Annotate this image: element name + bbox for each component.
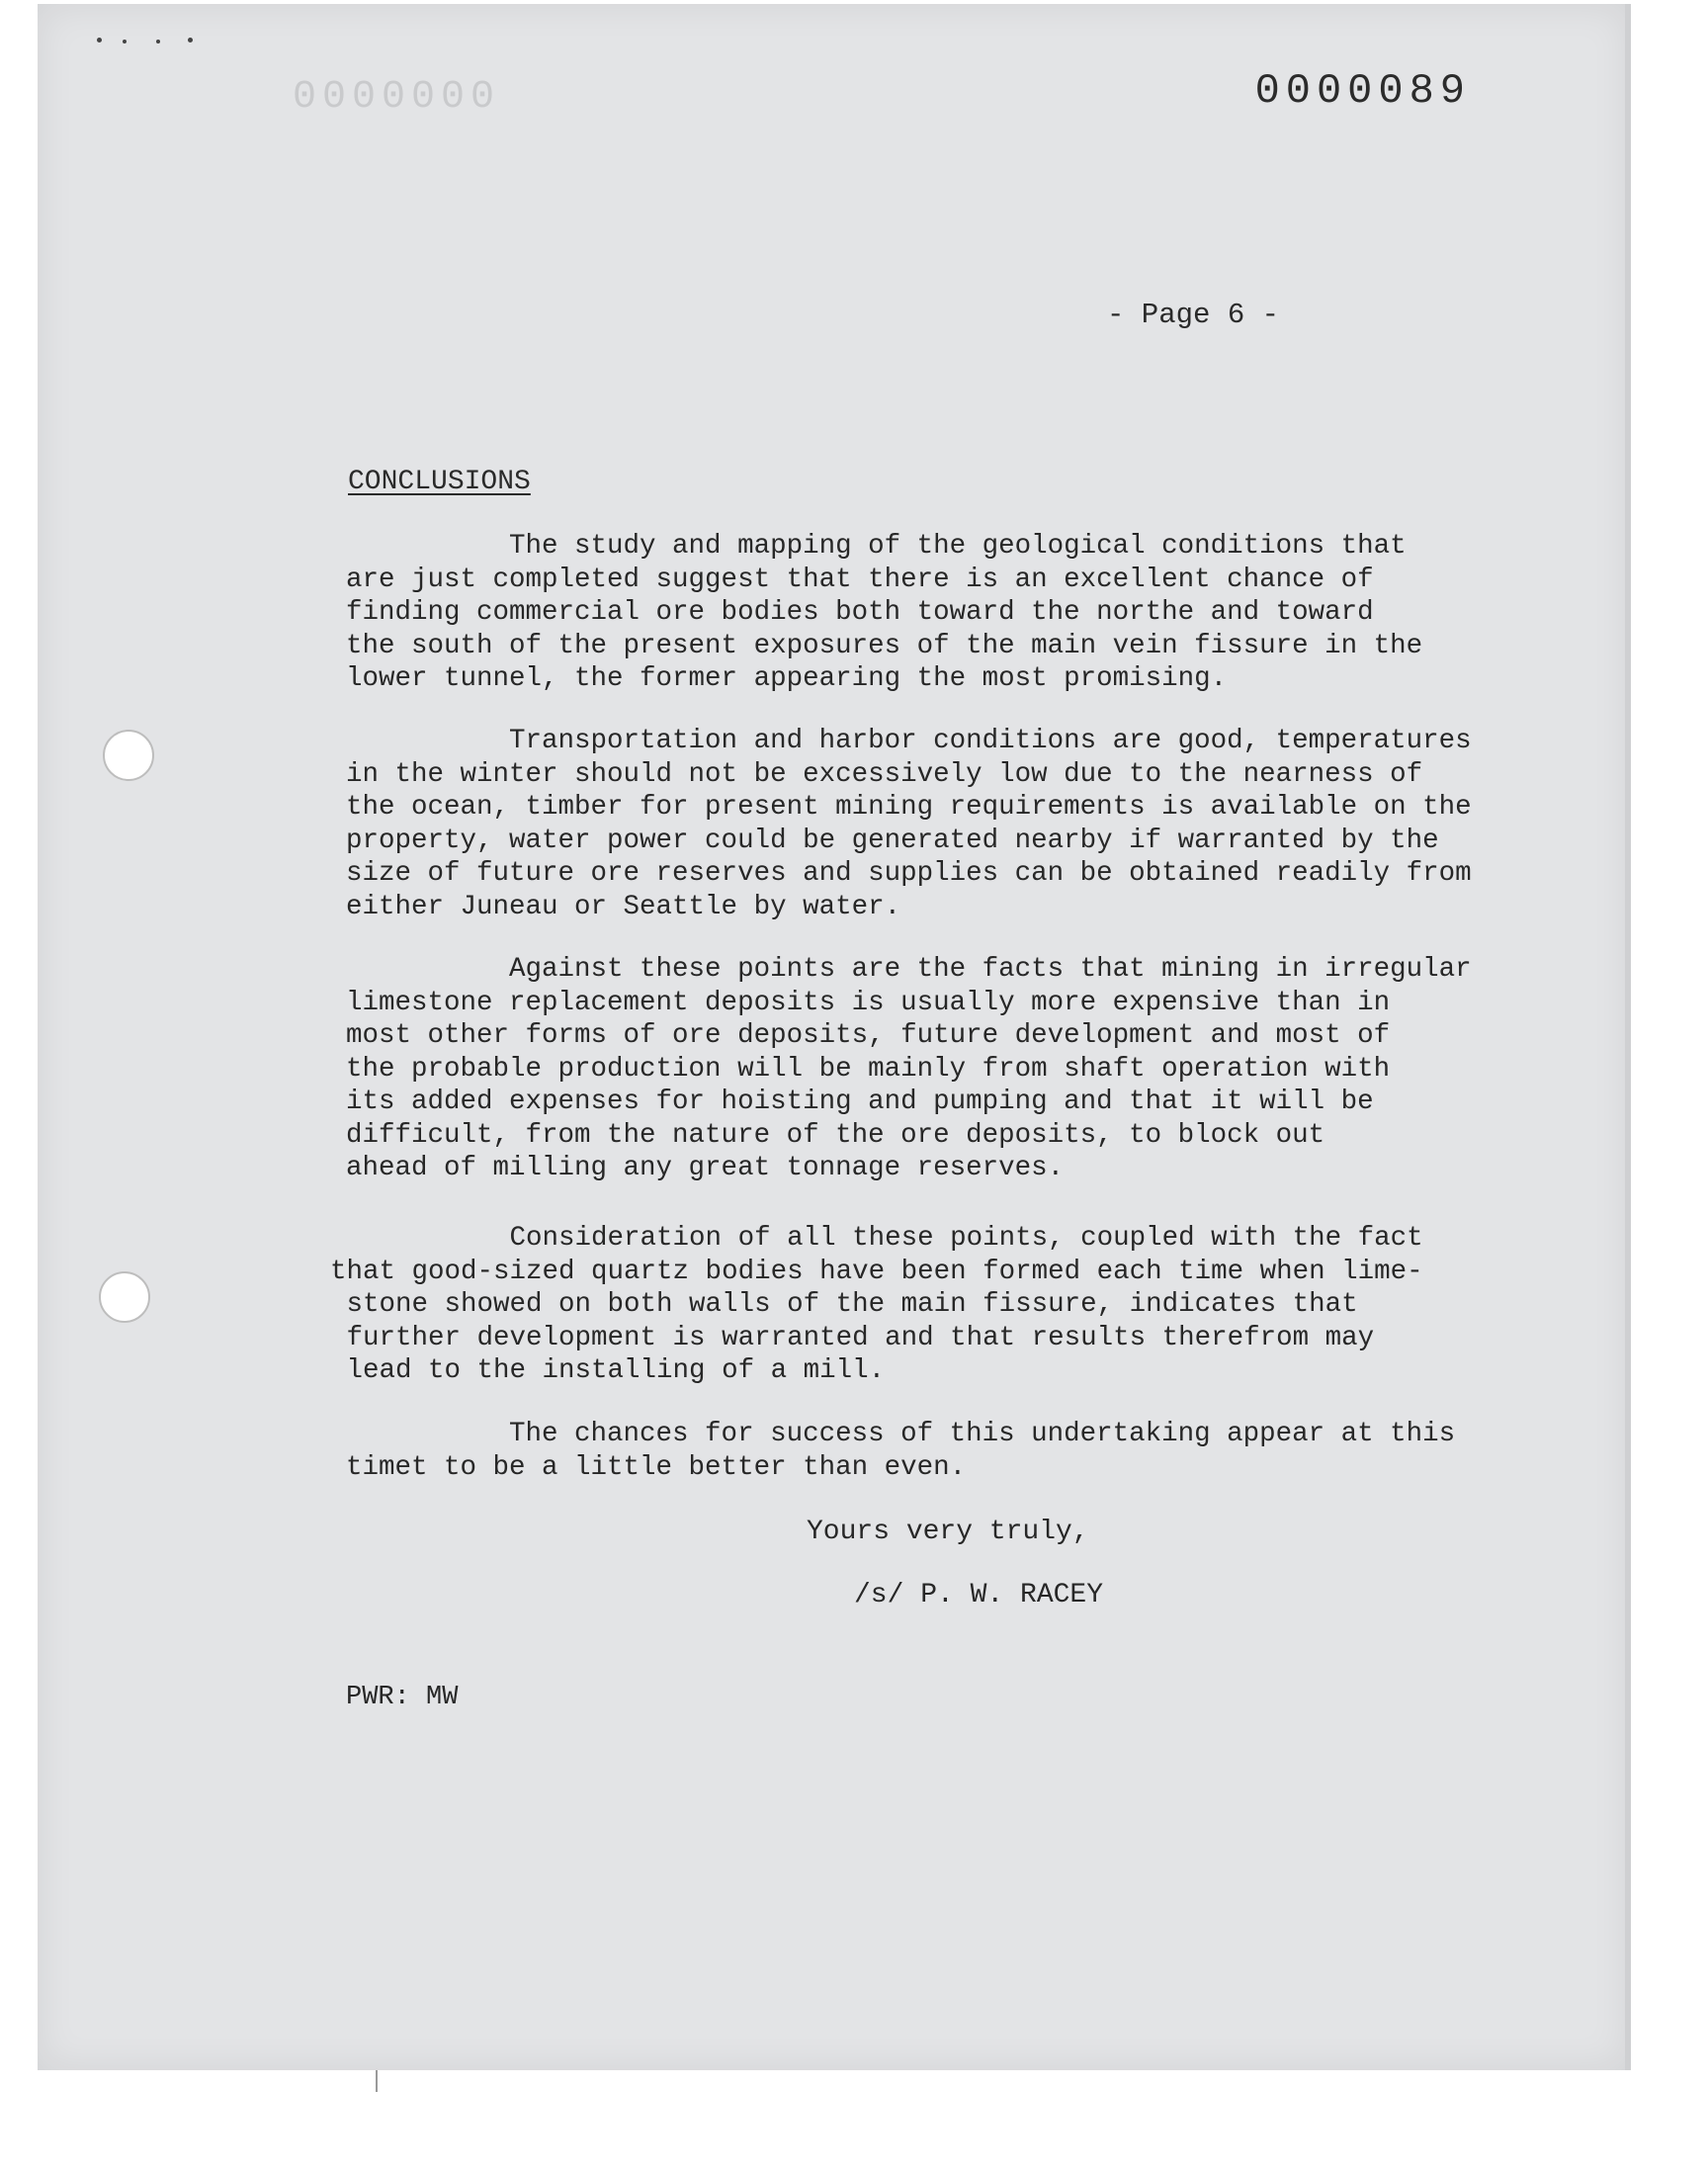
page-label: - Page 6 - (1107, 299, 1280, 331)
scan-speck (123, 40, 127, 44)
section-heading: CONCLUSIONS (348, 467, 531, 497)
document-number: 0000089 (1254, 67, 1471, 115)
scan-artifact-line (376, 2070, 378, 2092)
closing-salutation: Yours very truly, (807, 1517, 1089, 1547)
signature-line: /s/ P. W. RACEY (854, 1580, 1104, 1610)
scan-speck (156, 40, 160, 44)
paragraph-chances: The chances for success of this undertaking appear at this timet to be a little better than even. (346, 1419, 1456, 1483)
punch-hole (103, 730, 154, 781)
paragraph-against-points: Against these points are the facts that mining in irregular limestone replacement deposits is usually more expensive than in most other forms of ore deposits, future development and most of the probable production will be mainly from shaft operation with its added expenses for hoisting and pumping and that it will be difficult, from the nature of the ore deposits, to block out ahead of milling any great tonnage reserves. (346, 954, 1472, 1183)
paragraph-study-mapping: The study and mapping of the geological conditions that are just completed suggest that there is an excellent chance of finding commercial ore bodies both toward the northe and toward the south of the present exposures of the main vein fissure in the lower tunnel, the former appearing the most promising. (346, 531, 1423, 694)
punch-hole (99, 1271, 150, 1323)
scan-speck (97, 38, 102, 43)
scan-speck (188, 38, 193, 43)
paragraph-consideration: Consideration of all these points, coupled with the fact that good-sized quartz bodies have been formed each time when lime- stone showed on both walls of the main fissure, indicates that further development is warranted and that results therefrom may lead to the installing of a mill. (330, 1223, 1423, 1386)
faded-document-number: 0000000 (293, 75, 501, 120)
paragraph-transportation: Transportation and harbor conditions are good, temperatures in the winter should not be excessively low due to the nearness of the ocean, timber for present mining requirements is available on the property, water power could be generated nearby if warranted by the size of future ore reserves and supplies can be obtained readily from either Juneau or Seattle by water. (346, 726, 1472, 922)
reference-initials: PWR: MW (346, 1683, 459, 1712)
page-edge (1625, 4, 1631, 2070)
